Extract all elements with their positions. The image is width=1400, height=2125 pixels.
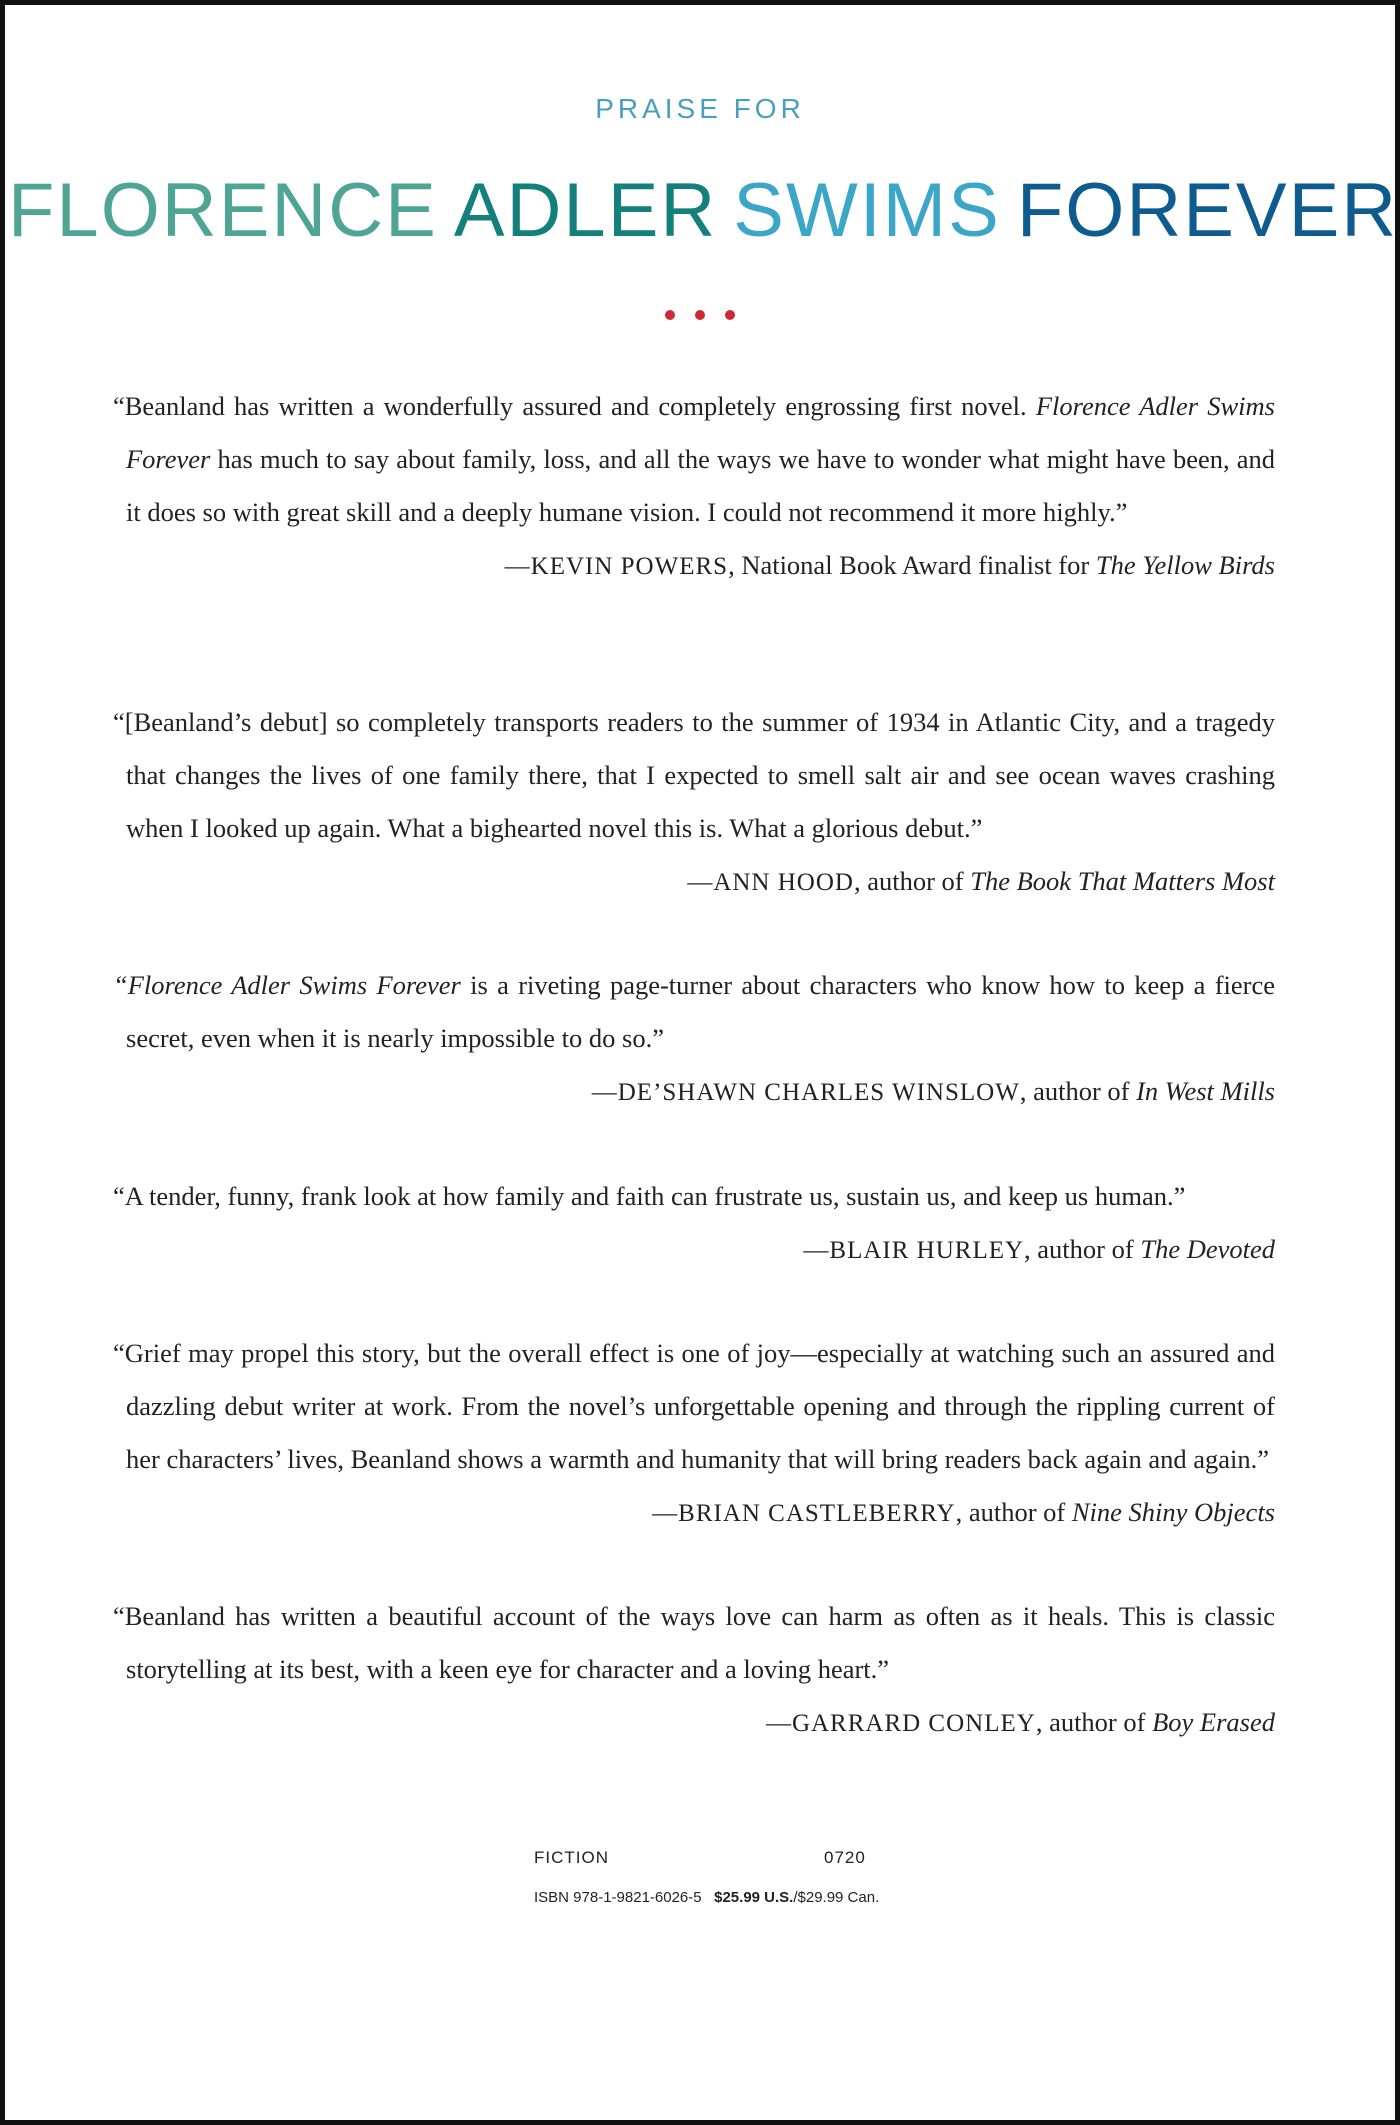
isbn-price-line xyxy=(534,1889,879,1906)
reviewer-name: —GARRARD CONLEY xyxy=(765,1710,1036,1737)
reviewer-name: —BRIAN CASTLEBERRY xyxy=(652,1500,956,1527)
quote-text: “[Beanland’s debut] so completely transports readers to the summer of 1934 in Atlantic City, and a tragedy that changes the lives of one family there, that I expected to smell salt air and see ocean waves crashing when I looked up again. What a bighearted novel this is. What a glorious debut.” xyxy=(113,707,1275,843)
quote-text: “A tender, funny, frank look at how family and faith can frustrate us, sustain us, and keep us human.” —BLAIR HURLEY, author of The Devoted xyxy=(126,1170,1275,1223)
isbn: ISBN 978-1-9821-6026-5 xyxy=(534,1889,702,1906)
reviewer-book: Nine Shiny Objects xyxy=(1071,1497,1275,1527)
reviewer-book: In West Mills xyxy=(1136,1076,1275,1106)
reviewer-book: Boy Erased xyxy=(1152,1707,1275,1737)
reviewer-book: The Book That Matters Most xyxy=(970,866,1275,896)
category-label: FICTION xyxy=(534,1848,609,1867)
quote-text: “Florence Adler Swims Forever is a riveting page-turner about characters who know how to keep a fierce secret, even when it is nearly impossible to do so.” xyxy=(113,970,1275,1053)
quote-attribution: —BLAIR HURLEY, author of The Devoted xyxy=(803,1234,1275,1264)
book-title xyxy=(0,166,1400,256)
price-can: /$29.99 Can. xyxy=(793,1889,880,1906)
price-us: $25.99 U.S. xyxy=(714,1889,794,1906)
title-word-adler: ADLER xyxy=(453,168,718,253)
reviewer-book: The Devoted xyxy=(1140,1234,1275,1264)
quote-blair-hurley xyxy=(113,1170,1275,1277)
reviewer-book: The Yellow Birds xyxy=(1095,550,1275,580)
quote-attribution: —KEVIN POWERS, National Book Award finalist for The Yellow Birds xyxy=(504,550,1275,580)
category-line xyxy=(534,1848,866,1868)
category-code: 0720 xyxy=(824,1848,866,1867)
quote-attribution: —DE’SHAWN CHARLES WINSLOW, author of In West Mills xyxy=(591,1076,1275,1106)
reviewer-name: —ANN HOOD xyxy=(687,869,854,896)
ornament-dot xyxy=(665,310,675,320)
ornament-dot xyxy=(725,310,735,320)
reviewer-name: —KEVIN POWERS xyxy=(504,553,729,580)
praise-for-label: PRAISE FOR xyxy=(595,93,805,124)
quote-text: “Beanland has written a beautiful account of the ways love can harm as often as it heals. This is classic storytelling at its best, with a keen eye for character and a loving heart.” xyxy=(113,1601,1275,1684)
quote-ann-hood xyxy=(113,696,1275,909)
reviewer-name: —BLAIR HURLEY xyxy=(803,1237,1025,1264)
quote-text: “Grief may propel this story, but the overall effect is one of joy—especially at watching such an assured and dazzling debut writer at work. From the novel’s unforgettable opening and through the rippling current of her characters’ lives, Beanland shows a warmth and humanity that will bring readers back again and again.” —BRIAN CASTLEBERRY, author of Nine Shiny Objects xyxy=(126,1327,1275,1486)
reviewer-name: —DE’SHAWN CHARLES WINSLOW xyxy=(591,1079,1020,1106)
quote-attribution: —BRIAN CASTLEBERRY, author of Nine Shiny Objects xyxy=(652,1497,1275,1527)
quote-kevin-powers xyxy=(113,380,1275,593)
title-word-swims: SWIMS xyxy=(733,168,1001,253)
quote-attribution: —GARRARD CONLEY, author of Boy Erased xyxy=(765,1707,1275,1737)
quote-garrard-conley xyxy=(113,1590,1275,1750)
title-word-florence: FLORENCE xyxy=(8,168,438,253)
quote-brian-castleberry xyxy=(113,1327,1275,1540)
quote-deshawn-winslow xyxy=(113,959,1275,1119)
ornament-dot xyxy=(695,310,705,320)
quote-text: “Beanland has written a wonderfully assured and completely engrossing first novel. Florence Adler Swims Forever has much to say about family, loss, and all the ways we have to wonder what might have been, and it does so with great skill and a deeply humane vision. I could not recommend it more highly.” xyxy=(113,391,1275,527)
ornament-dots xyxy=(0,307,1400,325)
title-word-forever: FOREVER xyxy=(1016,168,1399,253)
quote-attribution: —ANN HOOD, author of The Book That Matters Most xyxy=(687,866,1275,896)
